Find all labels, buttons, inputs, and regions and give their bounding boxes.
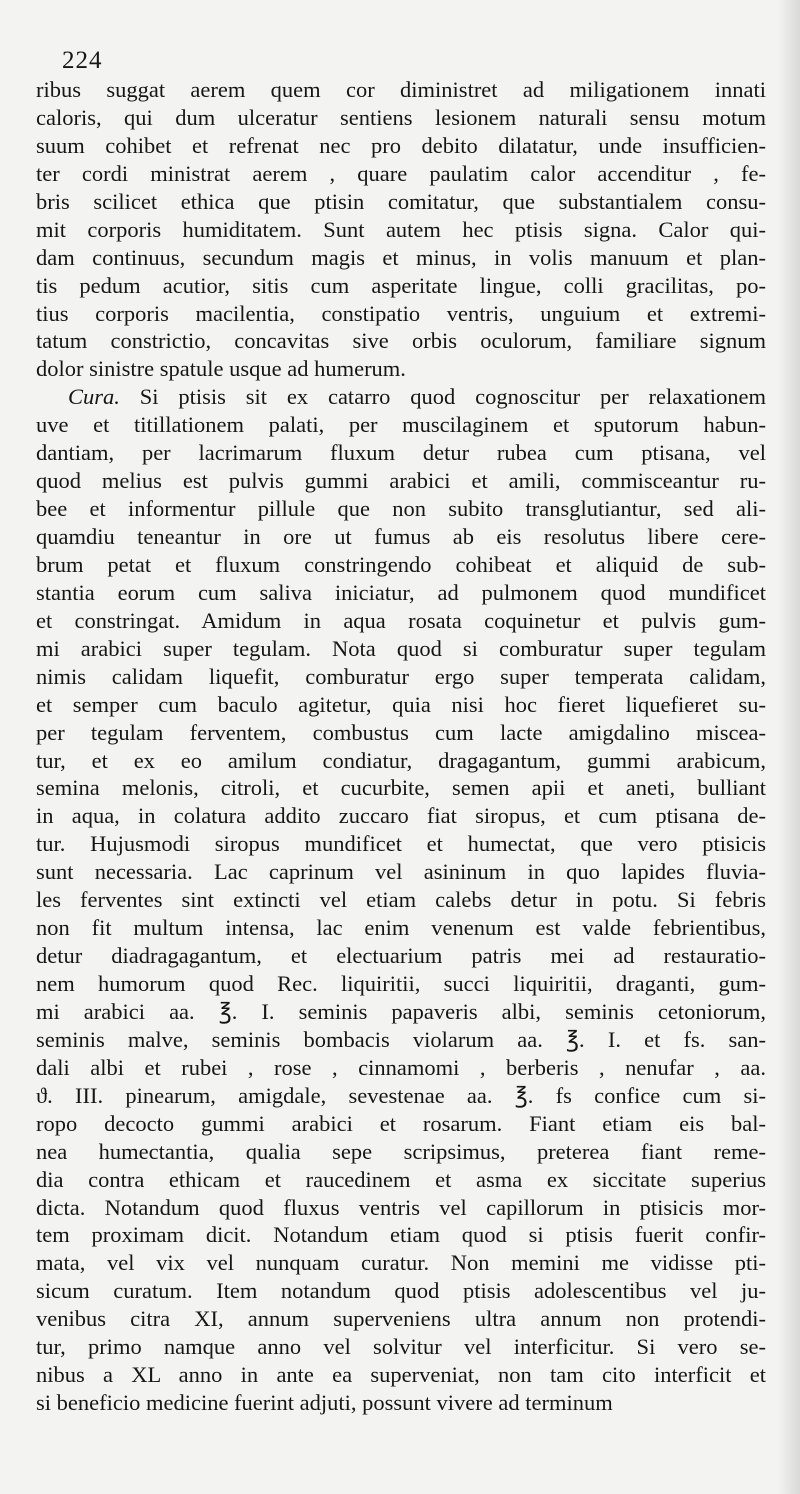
- text-line: tur, primo namque anno vel solvitur vel interficitur. Si vero se-: [36, 1334, 766, 1360]
- text-line: mata, vel vix vel nunquam curatur. Non memini me vidisse pti-: [36, 1250, 766, 1276]
- text-line: bris scilicet ethica que ptisin comitatur, que substantialem consu-: [36, 188, 766, 214]
- text-line: brum petat et fluxum constringendo cohibeat et aliquid de sub-: [36, 551, 766, 577]
- text-line: seminis malve, seminis bombacis violarum aa. ℥. I. et fs. san-: [36, 1026, 766, 1052]
- page-number: 224: [62, 47, 103, 74]
- text-line: tur, et ex eo amilum condiatur, dragagantum, gummi arabicum,: [36, 747, 766, 773]
- text-line: ter cordi ministrat aerem , quare paulatim calor accenditur , fe-: [36, 160, 766, 186]
- text-line: stantia eorum cum saliva iniciatur, ad pulmonem quod mundificet: [36, 579, 766, 605]
- body-text: [36, 76, 766, 1417]
- text-line: caloris, qui dum ulceratur sentiens lesionem naturali sensu motum: [36, 104, 766, 130]
- text-line: non fit multum intensa, lac enim venenum est valde febrientibus,: [36, 915, 766, 941]
- text-line: in aqua, in colatura addito zuccaro fiat siropus, et cum ptisana de-: [36, 803, 766, 829]
- text-line: et semper cum baculo agitetur, quia nisi hoc fieret liquefieret su-: [36, 691, 766, 717]
- text-line: dam continuus, secundum magis et minus, in volis manuum et plan-: [36, 244, 766, 270]
- text-line-content: Si ptisis sit ex catarro quod cognoscitur per relaxationem: [139, 384, 766, 410]
- text-line: ribus suggat aerem quem cor diministret ad miligationem innati: [36, 77, 766, 102]
- text-line: mi arabici aa. ℥. I. seminis papaveris albi, seminis cetoniorum,: [36, 998, 766, 1024]
- text-line: ϑ. III. pinearum, amigdale, sevestenae aa. ℥. fs confice cum si-: [36, 1082, 766, 1108]
- text-line: nibus a XL anno in ante ea superveniat, non tam cito interficit et: [36, 1362, 766, 1388]
- text-line: tur. Hujusmodi siropus mundificet et humectat, que vero ptisicis: [36, 831, 766, 857]
- text-line: dantiam, per lacrimarum fluxum detur rubea cum ptisana, vel: [36, 440, 766, 466]
- text-line: quod melius est pulvis gummi arabici et amili, commisceantur ru-: [36, 468, 766, 494]
- text-line: sunt necessaria. Lac caprinum vel asininum in quo lapides fluvia-: [36, 859, 766, 885]
- text-line: tius corporis macilentia, constipatio ventris, unguium et extremi-: [36, 300, 766, 326]
- text-line: et constringat. Amidum in aqua rosata coquinetur et pulvis gum-: [36, 607, 766, 633]
- text-line: ropo decocto gummi arabici et rosarum. Fiant etiam eis bal-: [36, 1110, 766, 1136]
- text-line: quamdiu teneantur in ore ut fumus ab eis resolutus libere cere-: [36, 524, 766, 549]
- text-line: nea humectantia, qualia sepe scripsimus, preterea fiant reme-: [36, 1138, 766, 1164]
- text-line: dia contra ethicam et raucedinem et asma ex siccitate superius: [36, 1166, 766, 1192]
- text-line: nem humorum quod Rec. liquiritii, succi liquiritii, draganti, gum-: [36, 971, 766, 996]
- text-line: tis pedum acutior, sitis cum asperitate lingue, colli gracilitas, po-: [36, 272, 766, 298]
- text-line: tatum constrictio, concavitas sive orbis oculorum, familiare signum: [36, 328, 766, 354]
- text-line: detur diadragagantum, et electuarium patris mei ad restauratio-: [36, 943, 766, 969]
- text-line: per tegulam ferventem, combustus cum lacte amigdalino miscea-: [36, 719, 766, 745]
- text-line: bee et informentur pillule que non subito transglutiantur, sed ali-: [36, 496, 766, 522]
- text-line: si beneficio medicine fuerint adjuti, possunt vivere ad terminum: [36, 1390, 613, 1416]
- cura-heading: Cura.: [68, 384, 120, 410]
- text-line: dicta. Notandum quod fluxus ventris vel capillorum in ptisicis mor-: [36, 1194, 766, 1220]
- text-line: tem proximam dicit. Notandum etiam quod si ptisis fuerit confir-: [36, 1222, 766, 1248]
- text-line: nimis calidam liquefit, comburatur ergo super temperata calidam,: [36, 663, 766, 689]
- text-line: dali albi et rubei , rose , cinnamomi , berberis , nenufar , aa.: [36, 1054, 766, 1080]
- text-line: les ferventes sint extincti vel etiam calebs detur in potu. Si febris: [36, 887, 766, 913]
- text-line: [36, 383, 766, 411]
- text-line: mit corporis humiditatem. Sunt autem hec ptisis signa. Calor qui-: [36, 216, 766, 242]
- text-line: semina melonis, citroli, et cucurbite, semen apii et aneti, bulliant: [36, 775, 766, 801]
- text-line: sicum curatum. Item notandum quod ptisis adolescentibus vel ju-: [36, 1278, 766, 1304]
- text-line: suum cohibet et refrenat nec pro debito dilatatur, unde insufficien-: [36, 132, 766, 158]
- text-line: dolor sinistre spatule usque ad humerum.: [36, 356, 406, 382]
- text-line: uve et titillationem palati, per muscilaginem et sputorum habun-: [36, 412, 766, 438]
- text-line: venibus citra XI, annum superveniens ultra annum non protendi-: [36, 1306, 766, 1332]
- text-line: mi arabici super tegulam. Nota quod si comburatur super tegulam: [36, 635, 766, 661]
